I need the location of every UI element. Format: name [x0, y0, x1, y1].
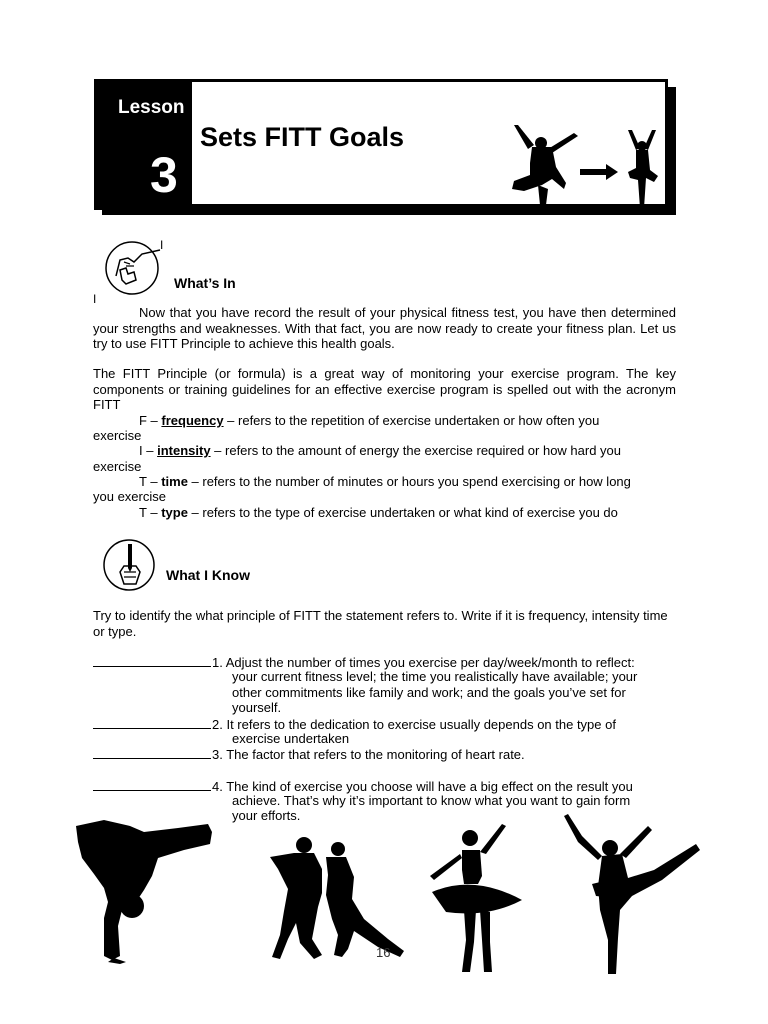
what-i-know-instructions: Try to identify the what principle of FITT the statement refers to. Write if it is frequency, intensity time or type.	[93, 608, 668, 639]
quiz-item-cont: yourself.	[232, 700, 282, 715]
whats-in-heading: What’s In	[174, 275, 236, 291]
lesson-title: Sets FITT Goals	[200, 122, 405, 152]
fitt-definition: T – time – refers to the number of minutes or hours you spend exercising or how long	[139, 474, 631, 489]
stray-mark: I	[160, 238, 164, 252]
pencil-hand-icon	[102, 538, 160, 592]
fitt-term: frequency	[161, 413, 224, 428]
dancer-pose-icon	[622, 130, 662, 210]
fitt-term: intensity	[157, 443, 211, 458]
puzzle-hand-icon	[104, 240, 166, 296]
dancer-squat-icon	[508, 123, 580, 207]
fitt-term: type	[161, 505, 188, 520]
quiz-item: 1. Adjust the number of times you exercise per day/week/month to reflect:	[93, 654, 635, 671]
quiz-item-cont: your current fitness level; the time you realistically have available; your	[232, 669, 638, 684]
answer-blank[interactable]	[93, 716, 211, 729]
whats-in-paragraph-2: The FITT Principle (or formula) is a great way of monitoring your exercise program. The key components or training guidelines for an effective exercise program is spelled out with the acronym FITT	[93, 366, 676, 412]
tango-dancers-silhouette-icon	[268, 835, 406, 961]
stray-mark: I	[93, 292, 97, 306]
what-i-know-heading: What I Know	[166, 567, 250, 583]
quiz-item-cont: achieve. That’s why it’s important to know what you want to gain form	[232, 793, 631, 808]
fitt-definition-cont: exercise	[93, 459, 142, 474]
breakdancer-silhouette-icon	[74, 818, 216, 964]
quiz-item: 2. It refers to the dedication to exercise usually depends on the type of	[93, 716, 616, 733]
lesson-badge	[94, 79, 192, 210]
fitt-definition-cont: exercise	[93, 428, 142, 443]
answer-blank[interactable]	[93, 746, 211, 759]
lesson-number: 3	[150, 147, 178, 203]
fitt-definition-cont: you exercise	[93, 489, 166, 504]
answer-blank[interactable]	[93, 654, 211, 667]
quiz-item-cont: your efforts.	[232, 808, 301, 823]
arrow-right-icon	[580, 164, 620, 180]
fitt-term: time	[161, 474, 188, 489]
quiz-item: 4. The kind of exercise you choose will have a big effect on the result you	[93, 778, 633, 795]
quiz-item: 3. The factor that refers to the monitoring of heart rate.	[93, 746, 525, 763]
fitt-definition: I – intensity – refers to the amount of energy the exercise required or how hard you	[139, 443, 622, 458]
quiz-item-cont: other commitments like family and work; and the goals you’ve set for	[232, 685, 626, 700]
lesson-label: Lesson	[118, 97, 185, 118]
quiz-item-cont: exercise undertaken	[232, 731, 350, 746]
fitt-definition: T – type – refers to the type of exercise undertaken or what kind of exercise you do	[139, 505, 618, 520]
ballerina-arabesque-silhouette-icon	[562, 814, 700, 976]
whats-in-paragraph-1: Now that you have record the result of your physical fitness test, you have then determined your strengths and weaknesses. With that fact, you are now ready to create your fitness plan. Let us try to use FITT Principle to achieve this health goals.	[93, 305, 676, 351]
answer-blank[interactable]	[93, 778, 211, 791]
fitt-definition: F – frequency – refers to the repetition of exercise undertaken or how often you	[139, 413, 600, 428]
ballerina-tutu-silhouette-icon	[428, 822, 526, 974]
page-number: 16	[376, 945, 391, 960]
